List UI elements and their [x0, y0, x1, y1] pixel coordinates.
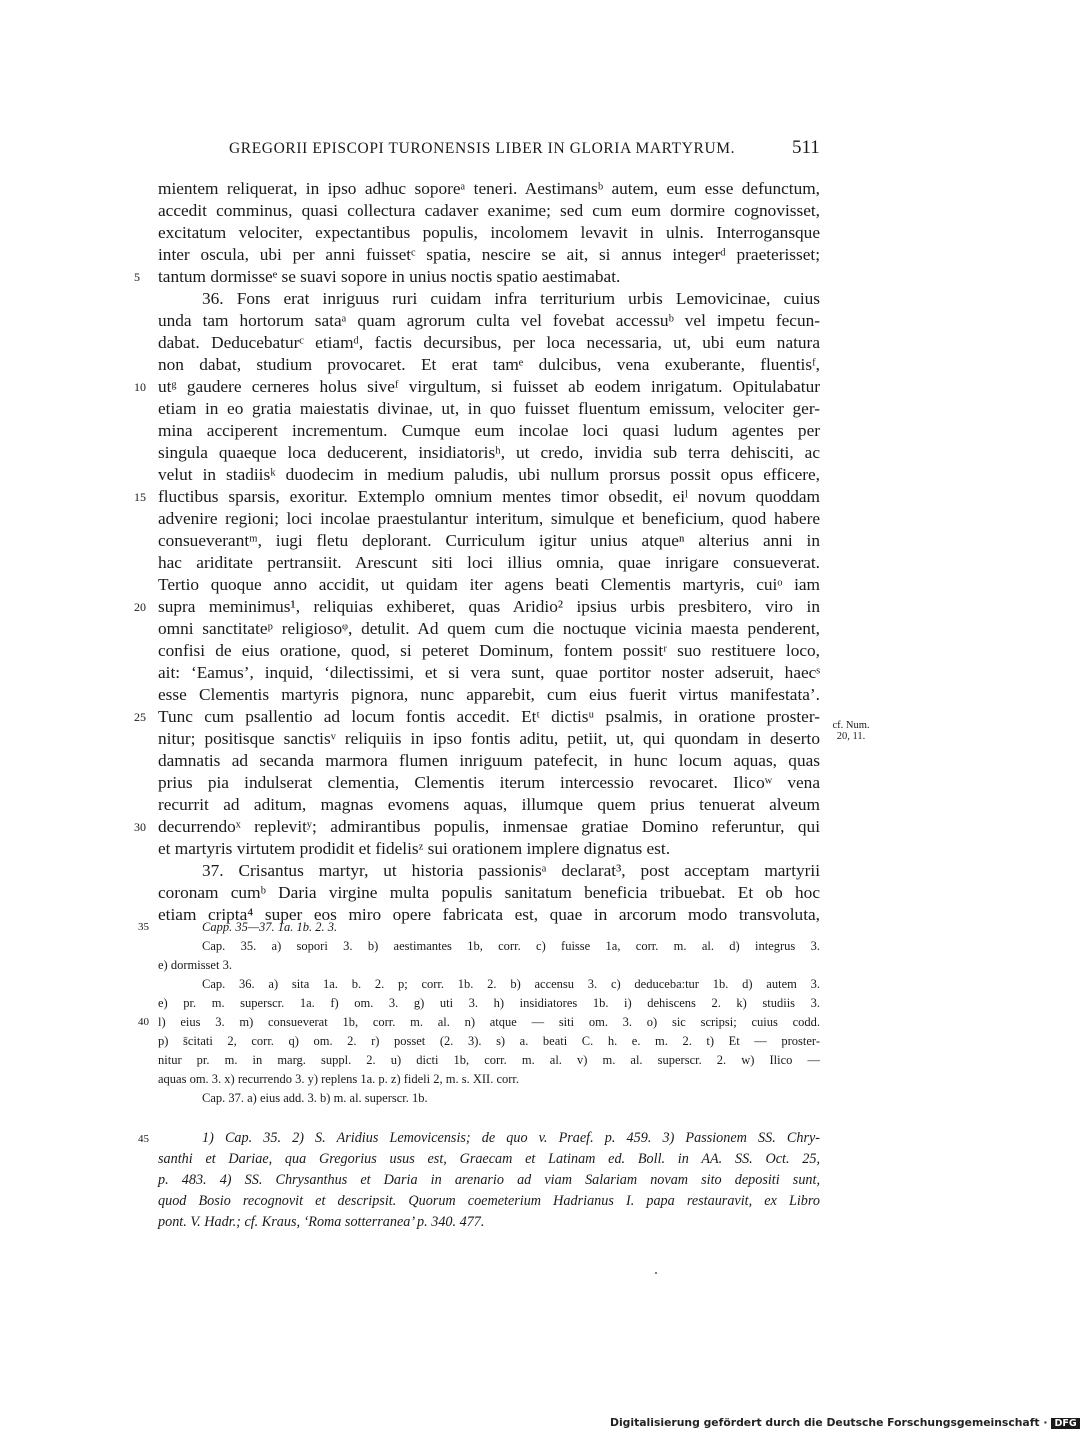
text-line: Tertio quoque anno accidit, ut quidam iter agens beati Clementis martyris, cuiᵒ iam	[158, 575, 820, 594]
footnote-line: quod Bosio recognovit et descripsit. Quorum coemeterium Hadrianus I. papa restauravit, ex Libro	[158, 1193, 820, 1209]
text-line: confisi de eius oratione, quod, si peteret Dominum, fontem possitʳ suo restituere loco,	[158, 641, 820, 660]
apparatus-line: p) s̄citati 2, corr. q) om. 2. r) posset (2. 3). s) a. beati C. h. e. m. 2. t) Et — proster-	[158, 1034, 820, 1048]
text-line: inter oscula, ubi per anni fuissetᶜ spatia, nescire se ait, si annus integerᵈ praeterisset;	[158, 245, 820, 264]
apparatus-line: Cap. 35. a) sopori 3. b) aestimantes 1b, corr. c) fuisse 1a, corr. m. al. d) integrus 3.	[202, 939, 820, 953]
apparatus-line: Cap. 36. a) sita 1a. b. 2. p; corr. 1b. 2. b) accensu 3. c) deduceba:tur 1b. d) autem 3.	[202, 977, 820, 991]
line-number: 45	[138, 1133, 149, 1145]
footer-text: Digitalisierung gefördert durch die Deutsche Forschungsgemeinschaft ·	[610, 1416, 1048, 1429]
text-line: etiam in eo gratia maiestatis divinae, ut, in quo fuisset fluentum emissum, velociter ger-	[158, 399, 820, 418]
dfg-logo: DFG	[1051, 1418, 1079, 1429]
text-line: dabat. Deducebaturᶜ etiamᵈ, factis decursibus, per loca necessaria, ut, ubi eum natura	[158, 333, 820, 352]
chapter-37-start: 37. Crisantus martyr, ut historia passionisᵃ declarat³, post acceptam martyrii	[202, 861, 820, 880]
text-line: 30 decurrendoˣ replevitʸ; admirantibus populis, inmensae gratiae Domino referuntur, qui	[134, 817, 820, 836]
text-line: 5 tantum dormisseᵉ se suavi sopore in unius noctis spatio aestimabat.	[134, 267, 621, 286]
text-line: mina acciperent incrementum. Cumque eum incolae loci quasi ludum agentes per	[158, 421, 820, 440]
footer-credit	[610, 1416, 1080, 1429]
line-number: 30	[134, 820, 146, 834]
text-line: omni sanctitateᵖ religiosoᵠ, detulit. Ad quem cum die noctuque vicinia maesta penderent,	[158, 619, 820, 638]
text-line: ait: ‘Eamus’, inquid, ‘dilectissimi, et si vera sunt, quae portitor noster adseruit, haecˢ	[158, 663, 820, 682]
text-line: hac ariditate pertransiit. Arescunt siti loci illius omnia, quae inrigare consueverat.	[158, 553, 820, 572]
line-number: 20	[134, 600, 146, 614]
text-line: singula quaeque loca deducerent, insidiatorisʰ, ut credo, invidia sub terra dehisciti, ac	[158, 443, 820, 462]
text-line: recurrit ad aditum, magnas evomens aquas, illumque quem prius tenuerat alveum	[158, 795, 820, 814]
text-line: non dabat, studium provocaret. Et erat tamᵉ dulcibus, vena exuberante, fluentisᶠ,	[158, 355, 820, 374]
apparatus-line: e) dormisset 3.	[158, 958, 232, 972]
text-line: mientem reliquerat, in ipso adhuc soporeᵃ teneri. Aestimansᵇ autem, eum esse defunctum,	[158, 179, 820, 198]
running-title: GREGORII EPISCOPI TURONENSIS LIBER IN GLORIA MARTYRUM.	[229, 140, 736, 157]
line-number: 15	[134, 490, 146, 504]
footnote-line: p. 483. 4) SS. Chrysanthus et Daria in arenario ad viam Salariam novam sito depositi sunt,	[158, 1172, 820, 1188]
text-line: damnatis ad secanda marmora flumen inriguum patefecit, in hunc locum aquas, quas	[158, 751, 820, 770]
footnote-line: pont. V. Hadr.; cf. Kraus, ‘Roma sotterranea’ p. 340. 477.	[158, 1214, 485, 1230]
running-header	[0, 137, 1000, 164]
line-number: 5	[134, 270, 140, 284]
line-number: 40	[138, 1016, 149, 1028]
text-line: excitatum velociter, expectantibus populis, incolomem levavit in ulnis. Interrogansque	[158, 223, 820, 242]
chapter-36-start: 36. Fons erat inriguus ruri cuidam infra territurium urbis Lemovicinae, cuius	[202, 289, 820, 308]
text-line: 15 fluctibus sparsis, exoritur. Extemplo omnium mentes timor obsedit, eiˡ novum quoddam	[134, 487, 820, 506]
margin-note: cf. Num. 20, 11.	[832, 720, 870, 742]
apparatus-line: aquas om. 3. x) recurrendo 3. y) replens 1a. p. z) fideli 2, m. s. XII. corr.	[158, 1072, 519, 1086]
apparatus-line: 40 l) eius 3. m) consueverat 1b, corr. m. al. n) atque — siti om. 3. o) sic scripsi; cuius codd.	[158, 1013, 820, 1032]
text-line: 10 utᵍ gaudere cerneres holus siveᶠ virgultum, si fuisset ab eodem inrigatum. Opitulabatur	[134, 377, 820, 396]
text-line: accedit comminus, quasi collectura cadaver exanime; sed cum eum dormire cognovisset,	[158, 201, 820, 220]
apparatus-line: 35 Capp. 35—37. 1a. 1b. 2. 3.	[158, 918, 820, 937]
footnote-line: 45 1) Cap. 35. 2) S. Aridius Lemovicensis; de quo v. Praef. p. 459. 3) Passionem SS. Chry-	[158, 1128, 820, 1149]
text-line: coronam cumᵇ Daria virgine multa populis sanitatum beneficia tribuebat. Et ob hoc	[158, 883, 820, 902]
text-line: esse Clementis martyris pignora, nunc apparebit, cum eius fuerit virtus manifestata’.	[158, 685, 820, 704]
critical-apparatus	[138, 918, 820, 1108]
text-line: velut in stadiisᵏ duodecim in medium paludis, ubi nullum prorsus possit opus efficere,	[158, 465, 820, 484]
footnotes	[138, 1128, 820, 1233]
apparatus-line: e) pr. m. superscr. 1a. f) om. 3. g) uti 3. h) insidiatores 1b. i) dehiscens 2. k) studiis 3.	[158, 996, 820, 1010]
apparatus-line: nitur pr. m. in marg. suppl. 2. u) dicti 1b, corr. m. al. v) m. al. superscr. 2. w) Ilico —	[158, 1053, 820, 1067]
text-line: nitur; positisque sanctisᵛ reliquiis in ipso fontis aditu, petiit, ut, qui quondam in deserto	[158, 729, 820, 748]
line-number: 25	[134, 710, 146, 724]
text-line: unda tam hortorum sataᵃ quam agrorum culta vel fovebat accessuᵇ vel impetu fecun-	[158, 311, 820, 330]
line-number: 35	[138, 921, 149, 933]
text-line: 20 supra meminimus¹, reliquias exhiberet, quas Aridio² ipsius urbis presbitero, viro in	[134, 597, 820, 616]
text-line: prius pia indulserat clementia, Clementis iterum intercessio revocaret. Ilicoʷ vena	[158, 773, 820, 792]
main-text	[134, 178, 820, 926]
text-line: advenire regioni; loci incolae praestulantur interitum, simulque et beneficium, quod habere	[158, 509, 820, 528]
text-line: 25 Tunc cum psallentio ad locum fontis accedit. Etᵗ dictisᵘ psalmis, in oratione proster-	[134, 707, 820, 726]
apparatus-line: Cap. 37. a) eius add. 3. b) m. al. superscr. 1b.	[202, 1091, 428, 1105]
page-number: 511	[792, 137, 820, 158]
footnote-line: santhi et Dariae, qua Gregorius usus est, Graecam et Latinam ed. Boll. in AA. SS. Oct. 25,	[158, 1151, 820, 1167]
line-number: 10	[134, 380, 146, 394]
speck	[655, 1272, 657, 1274]
text-line: et martyris virtutem prodidit et fidelisᶻ sui orationem implere dignatus est.	[158, 839, 671, 858]
text-line: etiam cripta⁴ super eos miro opere fabricata est, quae in arcorum modo transvoluta,	[158, 905, 820, 924]
text-line: consueverantᵐ, iugi fletu deplorant. Curriculum igitur unius atqueⁿ alterius anni in	[158, 531, 820, 550]
